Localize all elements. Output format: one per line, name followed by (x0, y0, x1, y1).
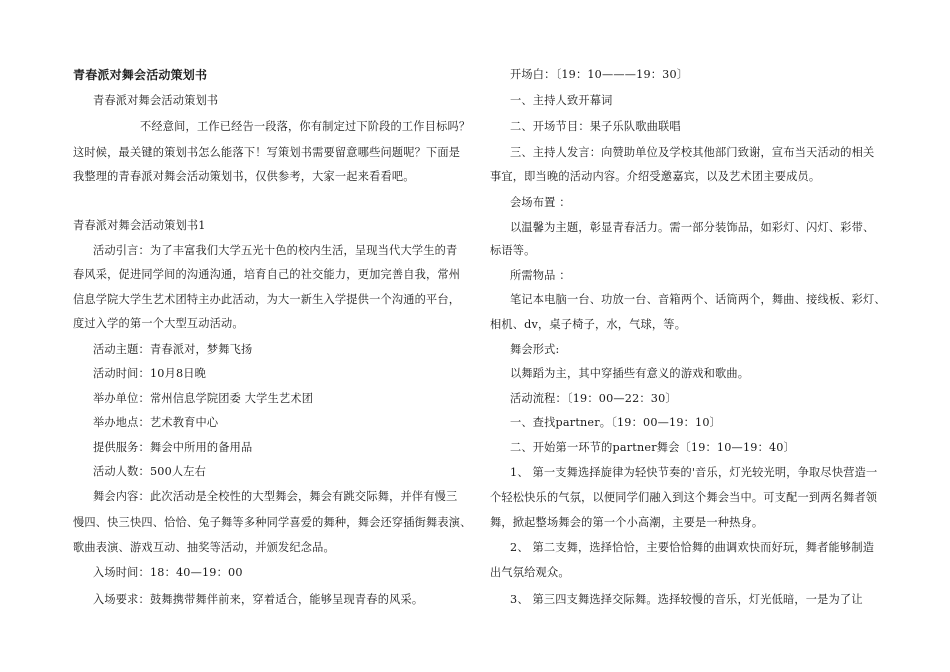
guide-line-2: 春风采，促进同学间的沟通沟通，培育自己的社交能力，更加完善自我，常州 (73, 268, 461, 281)
document-title: 青春派对舞会活动策划书 (73, 68, 208, 82)
supplies-heading: 所需物品 ： (510, 269, 571, 282)
activity-venue: 举办地点：艺术教育中心 (93, 416, 219, 429)
venue-layout-heading: 会场布置 ： (510, 196, 571, 209)
step-2-1-line-1: 1、 第一支舞选择旋律为轻快节奏的'音乐，灯光较光明，争取尽快营造一 (510, 466, 878, 479)
activity-process: 活动流程：〔19：00—22：30〕 (510, 392, 677, 405)
program-item-3-line-2: 事宜，即当晚的活动内容。介绍受邀嘉宾，以及艺术团主要成员。 (490, 170, 821, 183)
guide-line-3: 信息学院大学生艺术团特主办此活动，为大一新生入学提供一个沟通的平台， (73, 293, 461, 306)
program-item-2: 二、开场节目：果子乐队歌曲联唱 (510, 120, 681, 133)
opening-remarks: 开场白：〔19：10———19：30〕 (510, 68, 689, 81)
activity-time: 活动时间：10月8日晚 (93, 367, 207, 380)
guide-line-1: 活动引言：为了丰富我们大学五光十色的校内生活，呈现当代大学生的青 (93, 244, 458, 257)
step-2-1-line-3: 舞，掀起整场舞会的第一个小高潮，主要是一种热身。 (490, 516, 764, 529)
document-subtitle: 青春派对舞会活动策划书 (93, 94, 219, 107)
content-line-3: 歌曲表演、游戏互动、抽奖等活动，并颁发纪念品。 (73, 541, 335, 554)
venue-layout-line-2: 标语等。 (490, 244, 536, 257)
activity-theme: 活动主题：青春派对，梦舞飞扬 (93, 343, 253, 356)
program-item-1: 一、主持人致开幕词 (510, 94, 613, 107)
entry-requirement: 入场要求：鼓舞携带舞伴前来，穿着适合，能够呈现青春的风采。 (93, 593, 424, 606)
venue-layout-line-1: 以温馨为主题，彰显青春活力。需一部分装饰品，如彩灯、闪灯、彩带、 (510, 221, 875, 234)
section-heading: 青春派对舞会活动策划书1 (73, 219, 206, 232)
intro-line-2: 这时候，最关键的策划书怎么能落下！写策划书需要留意哪些问题呢？下面是 (73, 146, 461, 159)
supplies-line-1: 笔记本电脑一台、功放一台、音箱两个、话筒两个，舞曲、接线板、彩灯、 (510, 293, 886, 306)
step-2-2-line-1: 2、 第二支舞，选择恰恰，主要恰恰舞的曲调欢快而好玩，舞者能够制造 (510, 541, 875, 554)
intro-line-3: 我整理的青春派对舞会活动策划书，仅供参考，大家一起来看看吧。 (73, 170, 415, 183)
supplies-line-2: 相机、dv，桌子椅子，水，气球，等。 (490, 318, 687, 331)
content-line-1: 舞会内容：此次活动是全校性的大型舞会，舞会有跳交际舞，并伴有慢三 (93, 490, 458, 503)
process-step-1: 一、查找partner。〔19：00—19：10〕 (510, 416, 722, 429)
entry-time: 入场时间：18：40—19：00 (93, 566, 243, 579)
step-2-3-line-1: 3、 第三四支舞选择交际舞。选择较慢的音乐，灯光低暗，一是为了让 (510, 593, 863, 606)
activity-organizer: 举办单位：常州信息学院团委 大学生艺术团 (93, 392, 314, 405)
guide-line-4: 度过入学的第一个大型互动活动。 (73, 317, 244, 330)
content-line-2: 慢四、快三快四、恰恰、兔子舞等多种同学喜爱的舞种，舞会还穿插街舞表演、 (73, 516, 472, 529)
dance-form-heading: 舞会形式: (510, 343, 560, 356)
dance-form: 以舞蹈为主，其中穿插些有意义的游戏和歌曲。 (510, 367, 750, 380)
activity-people: 活动人数：500人左右 (93, 465, 207, 478)
program-item-3-line-1: 三、主持人发言：向赞助单位及学校其他部门致谢，宣布当天活动的相关 (510, 146, 875, 159)
intro-line-1: 不经意间，工作已经告一段落，你有制定过下阶段的工作目标吗？ (140, 120, 471, 133)
activity-service: 提供服务：舞会中所用的备用品 (93, 441, 253, 454)
step-2-1-line-2: 个轻松快乐的气氛，以便同学们融入到这个舞会当中。可支配一到两名舞者领 (490, 491, 878, 504)
step-2-2-line-2: 出气氛给观众。 (490, 566, 570, 579)
process-step-2: 二、开始第一环节的partner舞会〔19：10—19：40〕 (510, 441, 795, 454)
